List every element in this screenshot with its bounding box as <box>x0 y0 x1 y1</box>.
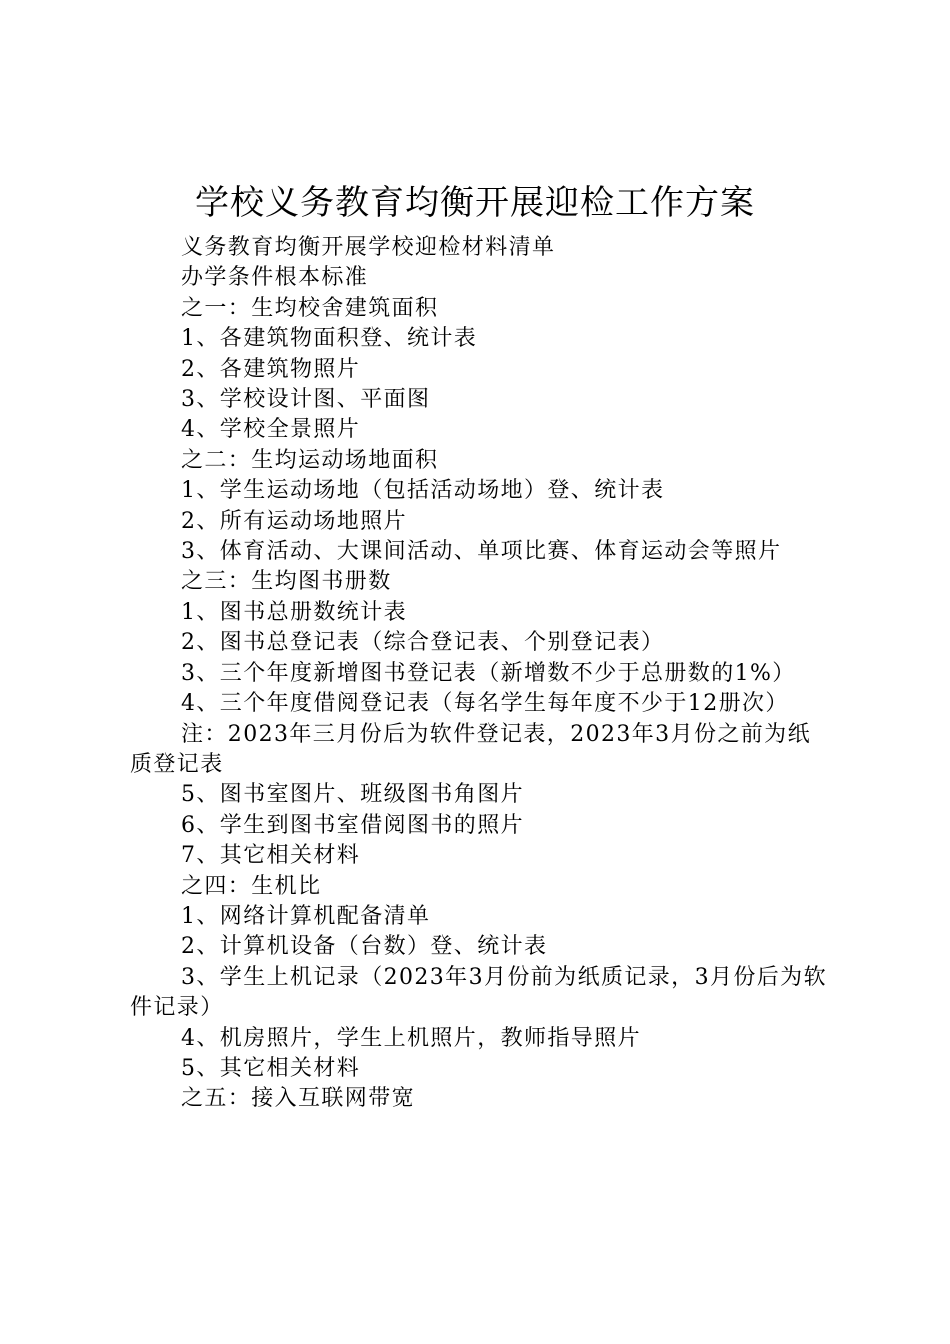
list-item: 4、机房照片，学生上机照片，教师指导照片 <box>181 1025 641 1051</box>
section-heading-2: 之二：生均运动场地面积 <box>181 447 439 473</box>
list-item: 1、图书总册数统计表 <box>181 599 407 625</box>
section-heading-3: 之三：生均图书册数 <box>181 569 392 595</box>
list-item: 3、体育活动、大课间活动、单项比赛、体育运动会等照片 <box>181 539 782 565</box>
list-item: 2、所有运动场地照片 <box>181 508 407 534</box>
list-item: 3、学生上机记录（2023年3月份前为纸质记录，3月份后为软件记录） <box>130 964 827 1021</box>
list-item: 3、三个年度新增图书登记表（新增数不少于总册数的1%） <box>181 660 796 686</box>
list-item: 2、计算机设备（台数）登、统计表 <box>181 934 548 960</box>
section-heading-1: 之一：生均校舍建筑面积 <box>181 295 439 321</box>
list-item: 5、图书室图片、班级图书角图片 <box>181 782 524 808</box>
list-item: 5、其它相关材料 <box>181 1055 361 1081</box>
list-item: 1、学生运动场地（包括活动场地）登、统计表 <box>181 478 665 504</box>
list-item: 4、三个年度借阅登记表（每名学生每年度不少于12册次） <box>181 691 789 717</box>
paragraph-checklist-heading: 义务教育均衡开展学校迎检材料清单 <box>181 235 556 260</box>
paragraph-basic-standard: 办学条件根本标准 <box>181 265 369 291</box>
note-paragraph: 注：2023年三月份后为软件登记表，2023年3月份之前为纸质登记表 <box>130 721 811 777</box>
list-item: 4、学校全景照片 <box>181 417 361 443</box>
list-item: 3、学校设计图、平面图 <box>181 387 431 413</box>
list-item: 6、学生到图书室借阅图书的照片 <box>181 812 524 838</box>
section-heading-4: 之四：生机比 <box>181 873 322 899</box>
section-heading-5: 之五：接入互联网带宽 <box>181 1086 416 1112</box>
document-title: 学校义务教育均衡开展迎检工作方案 <box>195 183 755 223</box>
list-item: 1、各建筑物面积登、统计表 <box>181 326 478 352</box>
list-item: 1、网络计算机配备清单 <box>181 903 431 929</box>
document-body <box>130 233 830 1115</box>
list-item: 7、其它相关材料 <box>181 843 361 869</box>
list-item: 2、各建筑物照片 <box>181 356 361 382</box>
list-item: 2、图书总登记表（综合登记表、个别登记表） <box>181 630 665 656</box>
